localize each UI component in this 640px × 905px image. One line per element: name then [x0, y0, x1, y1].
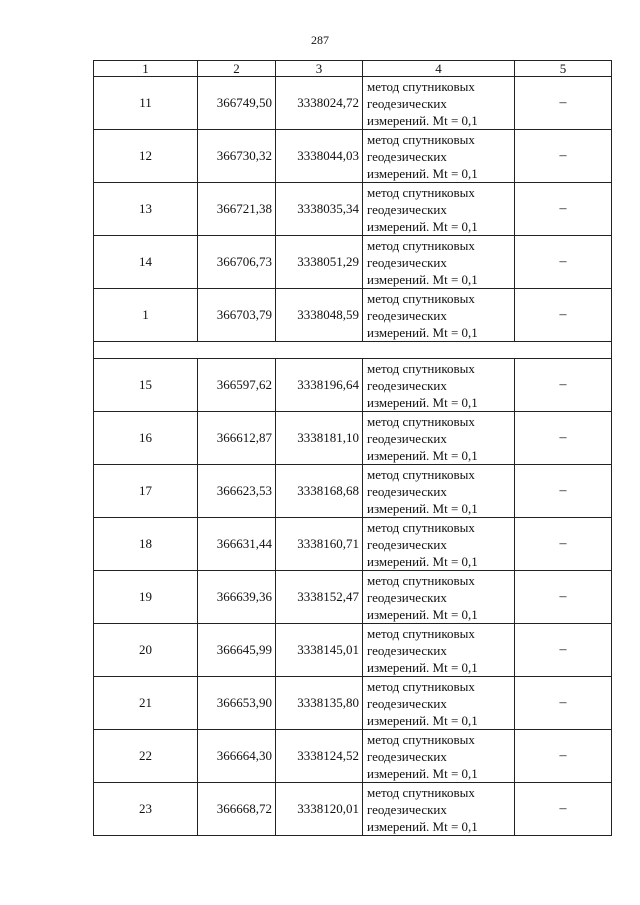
- coordinate-x: 366645,99: [198, 624, 276, 677]
- method-description: [363, 236, 515, 289]
- method-description: [363, 465, 515, 518]
- coordinate-x: 366730,32: [198, 130, 276, 183]
- coordinate-y: 3338044,03: [276, 130, 363, 183]
- method-line-1: метод спутниковых: [367, 572, 475, 588]
- method-line-1: метод спутниковых: [367, 360, 475, 376]
- coordinate-x: 366612,87: [198, 412, 276, 465]
- coordinate-y: 3338145,01: [276, 624, 363, 677]
- column-5-value: –: [515, 236, 612, 289]
- coordinate-x: 366597,62: [198, 359, 276, 412]
- coordinate-y: 3338168,68: [276, 465, 363, 518]
- page-number: 287: [311, 33, 329, 47]
- method-description: [363, 730, 515, 783]
- column-5-value: –: [515, 289, 612, 342]
- point-number: 15: [94, 359, 198, 412]
- column-5-value: –: [515, 465, 612, 518]
- table-row: [94, 289, 612, 342]
- method-line-2: геодезических: [367, 695, 447, 711]
- point-number: 16: [94, 412, 198, 465]
- coordinate-x: 366653,90: [198, 677, 276, 730]
- coordinate-x: 366749,50: [198, 77, 276, 130]
- method-line-1: метод спутниковых: [367, 731, 475, 747]
- column-5-value: –: [515, 677, 612, 730]
- method-line-2: геодезических: [367, 430, 447, 446]
- method-line-2: геодезических: [367, 536, 447, 552]
- coordinate-y: 3338181,10: [276, 412, 363, 465]
- method-line-3: измерений. Mt = 0,1: [367, 500, 478, 516]
- column-5-value: –: [515, 571, 612, 624]
- separator-row: [94, 342, 612, 359]
- point-number: 22: [94, 730, 198, 783]
- column-5-value: –: [515, 518, 612, 571]
- method-line-3: измерений. Mt = 0,1: [367, 165, 478, 181]
- table-row: [94, 412, 612, 465]
- method-line-1: метод спутниковых: [367, 131, 475, 147]
- method-line-2: геодезических: [367, 254, 447, 270]
- method-line-1: метод спутниковых: [367, 78, 475, 94]
- method-line-2: геодезических: [367, 201, 447, 217]
- point-number: 1: [94, 289, 198, 342]
- point-number: 23: [94, 783, 198, 836]
- method-line-1: метод спутниковых: [367, 237, 475, 253]
- method-description: [363, 359, 515, 412]
- method-line-2: геодезических: [367, 642, 447, 658]
- table-row: [94, 236, 612, 289]
- method-line-2: геодезических: [367, 748, 447, 764]
- coordinate-x: 366639,36: [198, 571, 276, 624]
- table-row: [94, 518, 612, 571]
- coordinate-y: 3338124,52: [276, 730, 363, 783]
- method-line-2: геодезических: [367, 307, 447, 323]
- column-header-1: 1: [94, 61, 198, 77]
- table-row: [94, 571, 612, 624]
- coordinate-x: 366703,79: [198, 289, 276, 342]
- column-5-value: –: [515, 130, 612, 183]
- method-line-1: метод спутниковых: [367, 413, 475, 429]
- method-line-3: измерений. Mt = 0,1: [367, 394, 478, 410]
- table-row: [94, 624, 612, 677]
- point-number: 13: [94, 183, 198, 236]
- table-row: [94, 77, 612, 130]
- coordinate-y: 3338035,34: [276, 183, 363, 236]
- coordinate-y: 3338024,72: [276, 77, 363, 130]
- coordinate-y: 3338048,59: [276, 289, 363, 342]
- method-description: [363, 624, 515, 677]
- method-description: [363, 783, 515, 836]
- method-line-3: измерений. Mt = 0,1: [367, 553, 478, 569]
- method-description: [363, 518, 515, 571]
- column-5-value: –: [515, 730, 612, 783]
- coordinate-x: 366631,44: [198, 518, 276, 571]
- table-row: [94, 730, 612, 783]
- column-header-4: 4: [363, 61, 515, 77]
- coordinate-y: 3338152,47: [276, 571, 363, 624]
- method-line-1: метод спутниковых: [367, 625, 475, 641]
- method-description: [363, 677, 515, 730]
- method-line-1: метод спутниковых: [367, 466, 475, 482]
- column-header-5: 5: [515, 61, 612, 77]
- column-header-2: 2: [198, 61, 276, 77]
- method-description: [363, 412, 515, 465]
- method-line-1: метод спутниковых: [367, 784, 475, 800]
- method-line-2: геодезических: [367, 148, 447, 164]
- method-description: [363, 183, 515, 236]
- method-line-3: измерений. Mt = 0,1: [367, 271, 478, 287]
- method-line-1: метод спутниковых: [367, 290, 475, 306]
- column-5-value: –: [515, 412, 612, 465]
- method-line-1: метод спутниковых: [367, 184, 475, 200]
- method-line-2: геодезических: [367, 801, 447, 817]
- coordinates-table: [93, 60, 612, 836]
- method-line-3: измерений. Mt = 0,1: [367, 659, 478, 675]
- column-5-value: –: [515, 359, 612, 412]
- header-row: [94, 61, 612, 77]
- point-number: 12: [94, 130, 198, 183]
- point-number: 19: [94, 571, 198, 624]
- method-line-3: измерений. Mt = 0,1: [367, 765, 478, 781]
- coordinate-x: 366668,72: [198, 783, 276, 836]
- method-line-2: геодезических: [367, 95, 447, 111]
- column-header-3: 3: [276, 61, 363, 77]
- column-5-value: –: [515, 783, 612, 836]
- table-row: [94, 359, 612, 412]
- separator-cell: [94, 342, 612, 359]
- method-description: [363, 289, 515, 342]
- table-row: [94, 183, 612, 236]
- table-row: [94, 783, 612, 836]
- method-line-3: измерений. Mt = 0,1: [367, 447, 478, 463]
- method-line-3: измерений. Mt = 0,1: [367, 218, 478, 234]
- method-line-1: метод спутниковых: [367, 519, 475, 535]
- coordinate-x: 366664,30: [198, 730, 276, 783]
- point-number: 11: [94, 77, 198, 130]
- table-row: [94, 465, 612, 518]
- table-body: [94, 77, 612, 836]
- coordinate-y: 3338120,01: [276, 783, 363, 836]
- point-number: 21: [94, 677, 198, 730]
- point-number: 18: [94, 518, 198, 571]
- coordinate-x: 366721,38: [198, 183, 276, 236]
- point-number: 20: [94, 624, 198, 677]
- method-line-2: геодезических: [367, 589, 447, 605]
- method-line-3: измерений. Mt = 0,1: [367, 112, 478, 128]
- column-5-value: –: [515, 77, 612, 130]
- coordinate-x: 366623,53: [198, 465, 276, 518]
- method-line-2: геодезических: [367, 377, 447, 393]
- point-number: 14: [94, 236, 198, 289]
- coordinate-y: 3338160,71: [276, 518, 363, 571]
- coordinate-y: 3338196,64: [276, 359, 363, 412]
- method-line-3: измерений. Mt = 0,1: [367, 818, 478, 834]
- method-line-3: измерений. Mt = 0,1: [367, 712, 478, 728]
- method-description: [363, 130, 515, 183]
- method-description: [363, 571, 515, 624]
- coordinate-y: 3338135,80: [276, 677, 363, 730]
- column-5-value: –: [515, 624, 612, 677]
- coordinate-x: 366706,73: [198, 236, 276, 289]
- column-5-value: –: [515, 183, 612, 236]
- method-line-2: геодезических: [367, 483, 447, 499]
- coordinate-y: 3338051,29: [276, 236, 363, 289]
- table-row: [94, 130, 612, 183]
- table-row: [94, 677, 612, 730]
- method-line-1: метод спутниковых: [367, 678, 475, 694]
- method-line-3: измерений. Mt = 0,1: [367, 324, 478, 340]
- point-number: 17: [94, 465, 198, 518]
- method-description: [363, 77, 515, 130]
- method-line-3: измерений. Mt = 0,1: [367, 606, 478, 622]
